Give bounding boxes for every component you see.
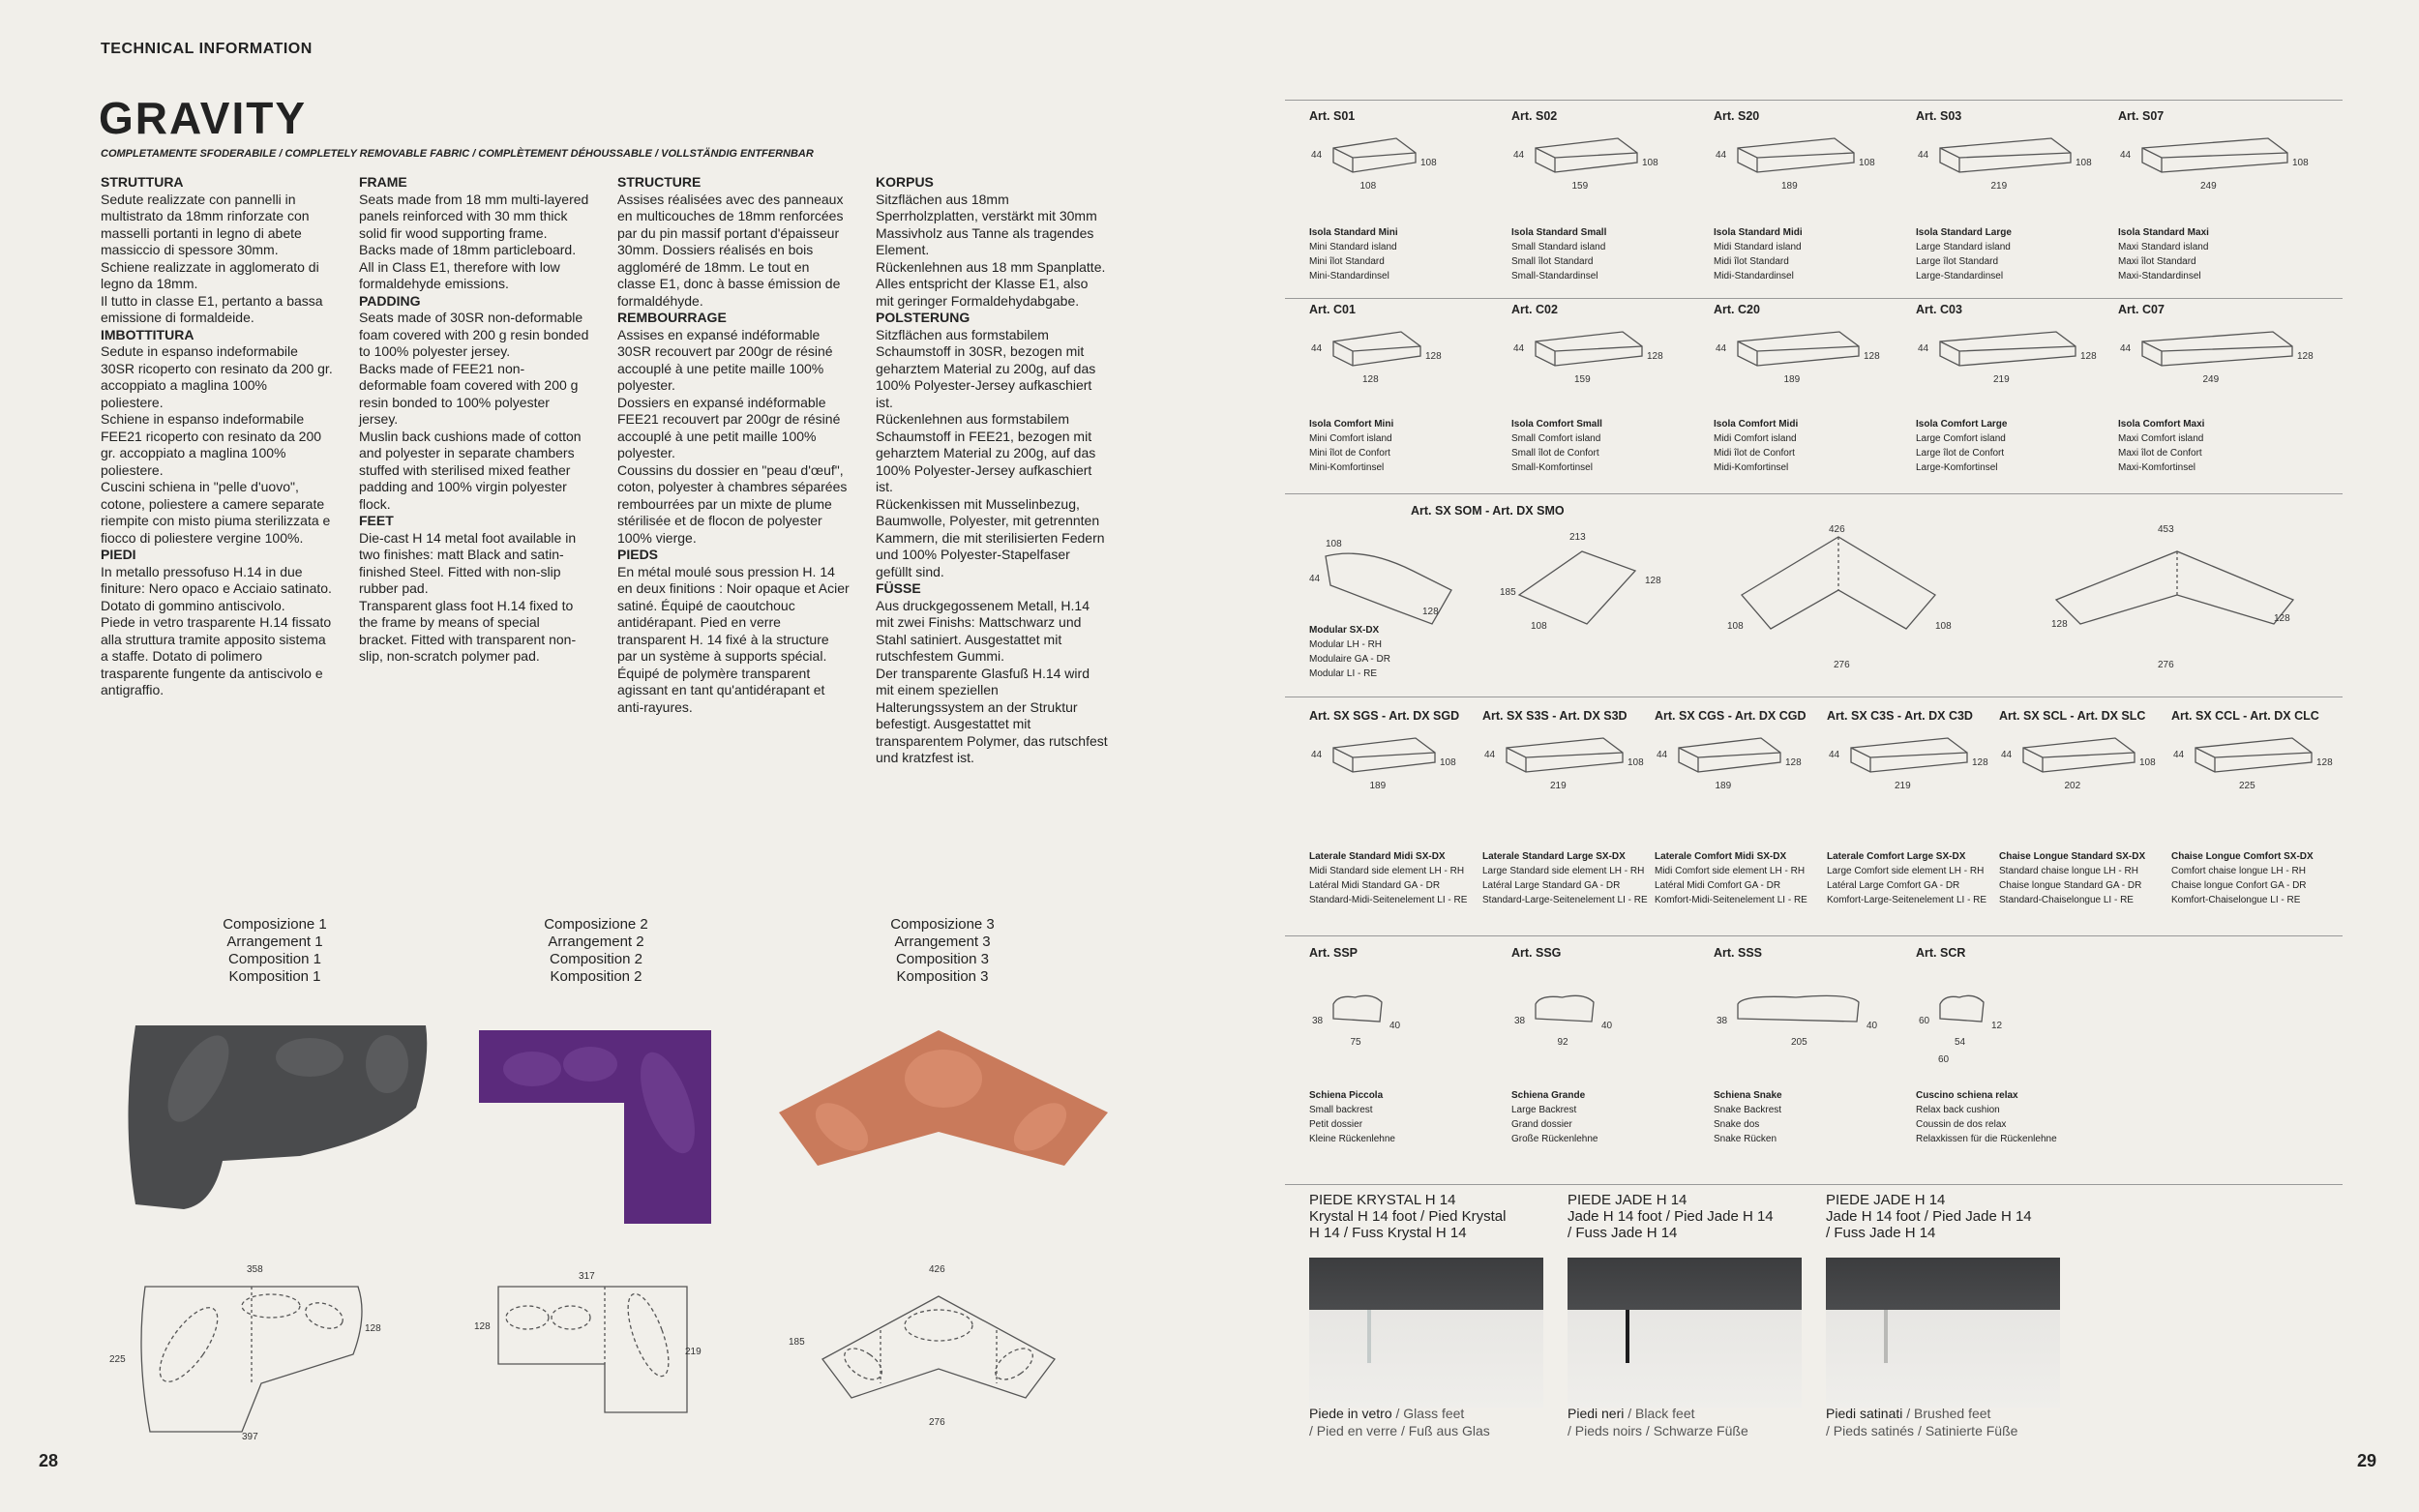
composition-2-label: Composizione 2 Arrangement 2 Composition 2 Komposition 2 <box>544 916 648 985</box>
dimension-label: 219 <box>1550 781 1567 791</box>
heading-rembourrage: REMBOURRAGE <box>617 310 727 325</box>
article-code: Art. C20 <box>1714 303 1760 316</box>
dimension-label: 92 <box>1557 1037 1568 1048</box>
dimension-label: 44 <box>2120 150 2132 161</box>
product-item <box>1309 946 1503 960</box>
divider <box>1285 298 2343 299</box>
dimension-label: 189 <box>1783 374 1801 385</box>
text-padding: Seats made of 30SR non-deformable foam covered with 200 g resin bonded to 100% polyester jersey. Backs made of FEE21 non-deformable foam covered with 200 g resin bonded to 100% polyester jersey. Muslin back cushions made of cotton and polyester in separate chambers stuffed with sterilised mixed feather padding and 100% virgin polyester flock. <box>359 310 589 512</box>
product-item <box>1482 709 1676 723</box>
heading-piedi: PIEDI <box>101 547 136 562</box>
article-code: Art. S01 <box>1309 109 1356 123</box>
text-column-en <box>359 174 591 666</box>
product-drawing <box>1309 129 1503 216</box>
article-code: Art. C02 <box>1511 303 1558 316</box>
text-rembourrage: Assises en expansé indéformable 30SR recouvert par 200gr de résiné accouplé à une petite maille 100% polyester. Dossiers en expansé indéformable FEE21 recouvert par 200gr de résiné accouplé à une petit maille 100% polyester. Coussins du dossier en "peau d'œuf", coton, polyester à chambres séparées rembourrées par un mixte de plume stérilisée et de flocon de polyester 100% vierge. <box>617 326 848 546</box>
dimension-label: 108 <box>2292 158 2309 168</box>
dimension-label: 202 <box>2064 781 2081 791</box>
product-description: Laterale Comfort Large SX-DX Large Comfort side element LH - RH Latéral Large Comfort GA - DR Komfort-Large-Seitenelement LI - RE <box>1827 851 1987 905</box>
dimension-label: 108 <box>1642 158 1658 168</box>
product-drawing <box>2118 129 2312 216</box>
dimension-label: 108 <box>2139 757 2156 768</box>
dimension-label: 44 <box>2001 750 2013 760</box>
dim-modular: 128 <box>2051 619 2068 630</box>
product-drawing <box>1916 129 2109 216</box>
product-description: Schiena Piccola Small backrest Petit dossier Kleine Rückenlehne <box>1309 1090 1395 1144</box>
article-code: Art. C01 <box>1309 303 1356 316</box>
product-description: Isola Standard Mini Mini Standard island Mini îlot Standard Mini-Standardinsel <box>1309 227 1398 282</box>
product-drawing <box>1827 728 2020 815</box>
dimension-label: 128 <box>1972 757 1988 768</box>
composition-2-photo <box>479 1025 721 1229</box>
article-code: Art. SCR <box>1916 946 1966 960</box>
dim-modular: 108 <box>1727 621 1744 632</box>
dim-composition-3-width-2: 276 <box>929 1417 945 1428</box>
product-description: Isola Comfort Small Small Comfort island Small îlot de Confort Small-Komfortinsel <box>1511 419 1602 473</box>
product-drawing <box>1916 322 2109 409</box>
dimension-label: 128 <box>2080 351 2097 362</box>
dim-composition-1-width-2: 397 <box>242 1432 258 1442</box>
product-drawing <box>1511 965 1705 1052</box>
dimension-label: 189 <box>1715 781 1732 791</box>
product-description: Isola Standard Large Large Standard island Large îlot Standard Large-Standardinsel <box>1916 227 2012 282</box>
product-drawing <box>2118 322 2312 409</box>
product-drawing <box>1511 322 1705 409</box>
text-polsterung: Sitzflächen aus formstabilem Schaumstoff in 30SR, bezogen mit geharztem Material zu 200g, auf das 100% Polyester-Jersey aufkaschiert ist. Rückenlehnen aus formstabilem Schaumstoff in FEE21, bezogen mit geharztem Material zu 200g, auf das 100% Polyester-Jersey aufkaschiert ist. Rückenkissen mit Musselinbezug, Baumwolle, Polyester, mit getrennten Kammern, die mit sterilisierten Federn und 100% Polyester-Stapelfaser gefüllt sind. <box>876 326 1105 579</box>
product-description: Chaise Longue Standard SX-DX Standard chaise longue LH - RH Chaise longue Standard GA - DR Standard-Chaiselongue LI - RE <box>1999 851 2146 905</box>
foot-photo <box>1826 1258 2060 1408</box>
composition-1-photo <box>106 1001 445 1233</box>
product-item <box>1916 303 2109 316</box>
heading-struttura: STRUTTURA <box>101 174 184 190</box>
product-description: Isola Comfort Midi Midi Comfort island Midi îlot de Confort Midi-Komfortinsel <box>1714 419 1799 473</box>
foot-caption: Piede in vetro / Glass feet / Pied en verre / Fuß aus Glas <box>1309 1406 1490 1438</box>
dimension-label: 44 <box>1311 750 1323 760</box>
foot-photo <box>1568 1258 1802 1408</box>
seat-outline <box>1333 332 1420 366</box>
dimension-label: 249 <box>2202 374 2220 385</box>
dimension-label: 44 <box>2173 750 2185 760</box>
dimension-label: 40 <box>1389 1021 1401 1031</box>
article-code: Art. SX SGS - Art. DX SGD <box>1309 709 1460 723</box>
product-drawing <box>1482 728 1676 815</box>
article-code: Art. SSP <box>1309 946 1359 960</box>
product-item <box>2171 709 2365 723</box>
backrest-outline <box>1738 995 1859 1022</box>
dim-composition-3-width: 426 <box>929 1264 945 1275</box>
product-item <box>1714 303 1907 316</box>
product-drawing <box>1999 728 2193 815</box>
text-structure: Assises réalisées avec des panneaux en multicouches de 18mm renforcées par du pin massif portant d'épaisseur 30mm. Dossiers réalisés en bois aggloméré de 18mm. Le tout en classe E1, donc à basse émission de formaldéhyde. <box>617 191 844 309</box>
heading-padding: PADDING <box>359 292 421 309</box>
backrest-outline <box>1536 995 1594 1022</box>
product-drawing <box>1714 322 1907 409</box>
article-code: Art. SX CCL - Art. DX CLC <box>2171 709 2319 723</box>
heading-feet: FEET <box>359 513 394 528</box>
article-code: Art. SX SOM - Art. DX SMO <box>1411 504 1565 518</box>
product-item <box>1999 709 2193 723</box>
dimension-label: 219 <box>1990 181 2008 192</box>
backrest-outline <box>1940 995 1984 1022</box>
page-number-left: 28 <box>39 1451 59 1470</box>
product-title: GRAVITY <box>99 93 308 143</box>
dimension-label: 128 <box>1647 351 1663 362</box>
heading-korpus: KORPUS <box>876 174 934 190</box>
dimension-label: 108 <box>1440 757 1456 768</box>
product-item <box>2118 303 2312 316</box>
divider <box>1285 935 2343 936</box>
dimension-label: 128 <box>2297 351 2314 362</box>
dimension-label: 189 <box>1781 181 1798 192</box>
dimension-label: 38 <box>1312 1016 1324 1026</box>
product-item <box>1714 946 1907 960</box>
heading-pieds: PIEDS <box>617 547 659 562</box>
text-pieds: En métal moulé sous pression H. 14 en deux finitions : Noir opaque et Acier satiné. Équipé de caoutchouc antidérapant. Pied en verre transparent H. 14 fixé à la structure par un système à supports spécial. Équipé de polymère transparent agissant en tant qu'antidérapant et anti-rayures. <box>617 563 850 715</box>
composition-3-photo <box>774 1021 1113 1195</box>
product-drawing <box>1916 965 2109 1065</box>
product-item <box>1916 946 2109 960</box>
product-description: Isola Comfort Large Large Comfort island Large îlot de Confort Large-Komfortinsel <box>1916 419 2008 473</box>
dimension-label: 44 <box>1918 150 1929 161</box>
dimension-label: 44 <box>1716 150 1727 161</box>
product-drawing <box>1309 728 1503 815</box>
product-description: Isola Standard Small Small Standard island Small îlot Standard Small-Standardinsel <box>1511 227 1607 282</box>
product-item <box>1511 303 1705 316</box>
dim-composition-2-height-2: 219 <box>685 1347 702 1357</box>
foot-leg <box>1884 1310 1888 1363</box>
dim-modular: 108 <box>1326 539 1342 549</box>
article-code: Art. SX SCL - Art. DX SLC <box>1999 709 2146 723</box>
divider <box>1285 493 2343 494</box>
dimension-label: 54 <box>1955 1037 1966 1048</box>
text-imbottitura: Sedute in espanso indeformabile 30SR ricoperto con resinato da 200 gr. accoppiato a maglina 100% poliestere. Schiene in espanso indeformabile FEE21 ricoperto con resinato da 200 gr. accoppiato a maglina 100% poliestere. Cuscini schiena in "pelle d'uovo", cotone, poliestere a camere separate riempite con misto piuma sterilizzata e fiocco di poliestere vergine 100%. <box>101 343 333 546</box>
foot-title: PIEDE KRYSTAL H 14 Krystal H 14 foot / Pied Krystal H 14 / Fuss Krystal H 14 <box>1309 1192 1507 1241</box>
article-code: Art. SX C3S - Art. DX C3D <box>1827 709 1973 723</box>
product-drawing <box>1714 965 1907 1052</box>
product-item <box>1714 109 1907 123</box>
product-item <box>1655 709 1848 723</box>
product-item <box>1916 109 2109 123</box>
divider <box>1285 1184 2343 1185</box>
dim-modular: 276 <box>2158 660 2174 670</box>
dimension-label: 225 <box>2239 781 2255 791</box>
product-description: Schiena Grande Large Backrest Grand dossier Große Rückenlehne <box>1511 1090 1598 1144</box>
dimension-label: 128 <box>1864 351 1880 362</box>
dimension-label: 189 <box>1369 781 1387 791</box>
foot-caption: Piedi satinati / Brushed feet / Pieds satinés / Satinierte Füße <box>1826 1406 2018 1438</box>
product-description: Laterale Comfort Midi SX-DX Midi Comfort side element LH - RH Latéral Midi Comfort GA - DR Komfort-Midi-Seitenelement LI - RE <box>1655 851 1807 905</box>
article-code: Art. C03 <box>1916 303 1962 316</box>
text-column-de <box>876 174 1108 767</box>
dim-composition-2-width: 317 <box>579 1271 595 1282</box>
product-description: Laterale Standard Midi SX-DX Midi Standard side element LH - RH Latéral Midi Standard GA - DR Standard-Midi-Seitenelement LI - RE <box>1309 851 1468 905</box>
dim-composition-1-width: 358 <box>247 1264 263 1275</box>
foot-title: PIEDE JADE H 14 Jade H 14 foot / Pied Jade H 14 / Fuss Jade H 14 <box>1826 1192 2032 1241</box>
modular-drawings <box>1306 524 2371 682</box>
backrest-outline <box>1333 995 1382 1022</box>
text-struttura: Sedute realizzate con pannelli in multistrato da 18mm rinforzate con masselli portanti in legno di abete massiccio di spessore 30mm. Schiene realizzate in agglomerato di legno da 18mm. Il tutto in classe E1, pertanto a bassa emissione di formaldeide. <box>101 191 323 325</box>
dim-composition-1-height-2: 128 <box>365 1323 381 1334</box>
dimension-label: 219 <box>1993 374 2010 385</box>
article-code: Art. S07 <box>2118 109 2165 123</box>
dim-modular: 213 <box>1569 532 1586 543</box>
product-item <box>2118 109 2312 123</box>
dimension-label: 38 <box>1514 1016 1526 1026</box>
dimension-label: 44 <box>1311 343 1323 354</box>
dimension-label: 44 <box>1513 150 1525 161</box>
dim-modular: 426 <box>1829 524 1845 535</box>
dim-modular: 276 <box>1834 660 1850 670</box>
product-subtitle: COMPLETAMENTE SFODERABILE / COMPLETELY REMOVABLE FABRIC / COMPLÈTEMENT DÉHOUSSABLE / VOLLSTÄNDIG ENTFERNBAR <box>101 148 814 160</box>
foot-leg <box>1626 1310 1629 1363</box>
product-item <box>1827 709 2020 723</box>
dimension-label: 159 <box>1571 181 1589 192</box>
text-korpus: Sitzflächen aus 18mm Sperrholzplatten, verstärkt mit 30mm Massivholz aus Tanne als tragendes Element. Rückenlehnen aus 18 mm Spanplatte. Alles entspricht der Klasse E1, also mit geringer Formaldehydabgabe. <box>876 191 1106 309</box>
text-frame: Seats made from 18 mm multi-layered panels reinforced with 30 mm thick solid fir wood supporting frame. Backs made of 18mm particleboard. All in Class E1, therefore with low formaldehyde emissions. <box>359 191 589 291</box>
dimension-label: 108 <box>1420 158 1437 168</box>
article-code: Art. SSS <box>1714 946 1763 960</box>
dimension-label: 128 <box>1362 374 1379 385</box>
foot-caption: Piedi neri / Black feet / Pieds noirs / Schwarze Füße <box>1568 1406 1748 1438</box>
text-column-fr <box>617 174 850 716</box>
dim-modular: 128 <box>2274 613 2290 624</box>
article-code: Art. S03 <box>1916 109 1962 123</box>
dimension-label: 108 <box>1359 181 1377 192</box>
composition-1-drawing <box>106 1258 416 1451</box>
text-feet: Die-cast H 14 metal foot available in two finishes: matt Black and satin-finished Steel. Fitted with non-slip rubber pad. Transparent glass foot H.14 fixed to the frame by means of special bracket. Fitted with transparent non-slip, non-scratch polymer pad. <box>359 529 577 664</box>
composition-1-label: Composizione 1 Arrangement 1 Composition 1 Komposition 1 <box>223 916 327 985</box>
dimension-label: 38 <box>1717 1016 1728 1026</box>
product-drawing <box>1309 965 1503 1052</box>
dimension-label: 40 <box>1867 1021 1878 1031</box>
heading-fuesse: FÜSSE <box>876 580 921 596</box>
product-item <box>1309 303 1503 316</box>
product-description: Cuscino schiena relax Relax back cushion Coussin de dos relax Relaxkissen für die Rückenlehne <box>1916 1090 2057 1144</box>
dimension-label: 128 <box>1425 351 1442 362</box>
dim-modular: 185 <box>1500 587 1516 598</box>
dimension-label: 108 <box>1859 158 1875 168</box>
dimension-label: 44 <box>1918 343 1929 354</box>
dimension-label: 44 <box>1484 750 1496 760</box>
dimension-label: 159 <box>1574 374 1591 385</box>
dimension-label: 219 <box>1895 781 1911 791</box>
product-description: Isola Standard Maxi Maxi Standard island Maxi îlot Standard Maxi-Standardinsel <box>2118 227 2209 282</box>
dimension-label: 108 <box>1628 757 1644 768</box>
product-description: Schiena Snake Snake Backrest Snake dos Snake Rücken <box>1714 1090 1782 1144</box>
dim-modular: 128 <box>1645 576 1661 586</box>
dim-modular: 128 <box>1422 607 1439 617</box>
dimension-label: 249 <box>2200 181 2217 192</box>
dimension-label: 75 <box>1350 1037 1361 1048</box>
text-fuesse: Aus druckgegossenem Metall, H.14 mit zwei Finishs: Mattschwarz und Stahl satiniert. Ausgestattet mit rutschfestem Gummi. Der transparente Glasfuß H.14 wird mit einem speziellen Halterungssystem an der Struktur befestigt. Ausgestattet mit transparentem Polymer, das rutschfest und kratzfest ist. <box>876 597 1108 765</box>
article-code: Art. S20 <box>1714 109 1760 123</box>
foot-leg <box>1367 1310 1371 1363</box>
product-description: Laterale Standard Large SX-DX Large Standard side element LH - RH Latéral Large Standard GA - DR Standard-Large-Seitenelement LI - RE <box>1482 851 1648 905</box>
dim-composition-2-height: 128 <box>474 1321 491 1332</box>
foot-photo <box>1309 1258 1543 1408</box>
composition-3-drawing <box>784 1262 1093 1437</box>
foot-title: PIEDE JADE H 14 Jade H 14 foot / Pied Jade H 14 / Fuss Jade H 14 <box>1568 1192 1774 1241</box>
dim-modular: 108 <box>1531 621 1547 632</box>
product-description: Isola Comfort Maxi Maxi Comfort island Maxi îlot de Confort Maxi-Komfortinsel <box>2118 419 2205 473</box>
article-code: Art. SSG <box>1511 946 1562 960</box>
text-column-it <box>101 174 333 699</box>
product-drawing <box>1511 129 1705 216</box>
section-header: TECHNICAL INFORMATION <box>101 41 313 57</box>
article-code: Art. S02 <box>1511 109 1558 123</box>
dim-modular: 108 <box>1935 621 1952 632</box>
product-drawing <box>1655 728 1848 815</box>
product-drawing <box>2171 728 2365 815</box>
divider <box>1285 100 2343 101</box>
product-description: Chaise Longue Comfort SX-DX Comfort chaise longue LH - RH Chaise longue Confort GA - DR Komfort-Chaiselongue LI - RE <box>2171 851 2314 905</box>
dimension-label: 40 <box>1601 1021 1613 1031</box>
product-description: Isola Standard Midi Midi Standard island Midi îlot Standard Midi-Standardinsel <box>1714 227 1803 282</box>
dimension-label: 12 <box>1991 1021 2003 1031</box>
page-number-right: 29 <box>2357 1451 2377 1470</box>
heading-polsterung: POLSTERUNG <box>876 310 971 325</box>
modular-description: Modular SX-DX Modular LH - RH Modulaire GA - DR Modular LI - RE <box>1309 625 1390 679</box>
product-item <box>1511 109 1705 123</box>
dimension-label: 44 <box>1513 343 1525 354</box>
dimension-label: 128 <box>2316 757 2333 768</box>
dim-modular: 453 <box>2158 524 2174 535</box>
heading-frame: FRAME <box>359 174 407 190</box>
article-code: Art. SX S3S - Art. DX S3D <box>1482 709 1628 723</box>
composition-2-drawing <box>474 1267 716 1422</box>
dim-composition-1-height: 225 <box>109 1354 126 1365</box>
article-code: Art. C07 <box>2118 303 2165 316</box>
seat-outline <box>1333 138 1416 172</box>
dim-modular: 44 <box>1309 574 1321 584</box>
heading-structure: STRUCTURE <box>617 174 702 190</box>
product-item <box>1309 709 1503 723</box>
dimension-label: 44 <box>2120 343 2132 354</box>
dimension-label: 60 <box>1919 1016 1930 1026</box>
product-drawing <box>1309 322 1503 409</box>
composition-3-label: Composizione 3 Arrangement 3 Composition 3 Komposition 3 <box>890 916 995 985</box>
dimension-label: 108 <box>2076 158 2092 168</box>
dimension-label: 60 <box>1938 1054 1950 1065</box>
text-piedi: In metallo pressofuso H.14 in due finiture: Nero opaco e Acciaio satinato. Dotato di gommino antiscivolo. Piede in vetro trasparente H.14 fissato alla struttura tramite apposito sistema a staffe. Dotato di polimero trasparente fungente da antiscivolo e antigraffio. <box>101 563 332 697</box>
dimension-label: 44 <box>1657 750 1668 760</box>
dimension-label: 44 <box>1311 150 1323 161</box>
product-drawing <box>1714 129 1907 216</box>
dimension-label: 205 <box>1791 1037 1807 1048</box>
article-code: Art. SX CGS - Art. DX CGD <box>1655 709 1807 723</box>
product-item <box>1511 946 1705 960</box>
product-item <box>1309 109 1503 123</box>
dimension-label: 44 <box>1716 343 1727 354</box>
dimension-label: 44 <box>1829 750 1840 760</box>
product-description: Isola Comfort Mini Mini Comfort island Mini îlot de Confort Mini-Komfortinsel <box>1309 419 1394 473</box>
dimension-label: 128 <box>1785 757 1802 768</box>
dim-composition-3-height: 185 <box>789 1337 805 1348</box>
heading-imbottitura: IMBOTTITURA <box>101 326 194 342</box>
